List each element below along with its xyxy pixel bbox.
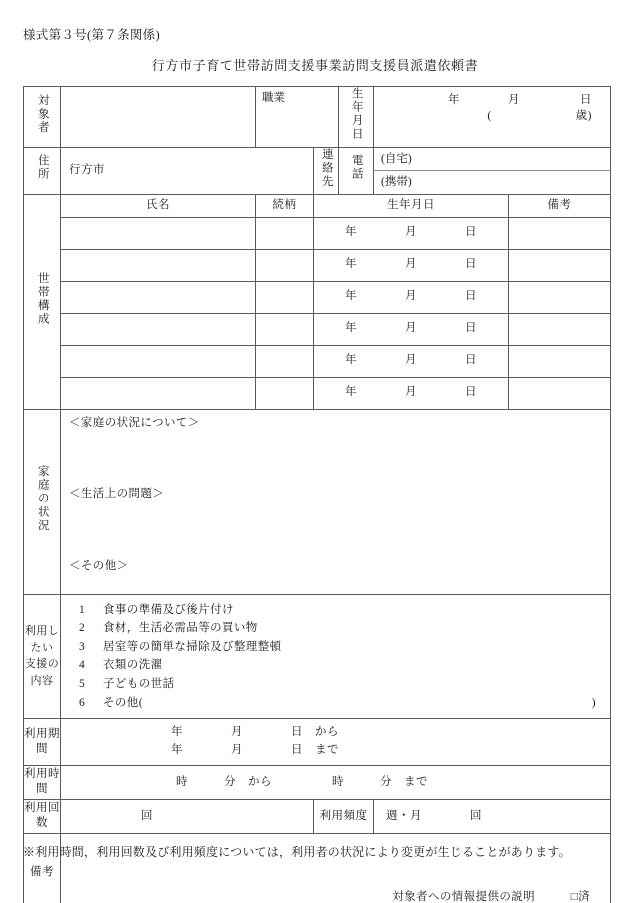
remarks-label: 備考 bbox=[24, 833, 61, 903]
service-item[interactable] bbox=[61, 601, 610, 620]
household-name-cell[interactable] bbox=[61, 313, 256, 345]
household-col-relation: 続柄 bbox=[256, 194, 314, 217]
phone-values-cell bbox=[374, 147, 611, 194]
address-label: 住所 bbox=[36, 154, 49, 182]
services-list-cell bbox=[61, 594, 611, 719]
time-value-cell[interactable] bbox=[61, 765, 611, 799]
household-remarks-cell[interactable] bbox=[509, 345, 611, 377]
household-header-row bbox=[24, 194, 611, 217]
household-name-cell[interactable] bbox=[61, 377, 256, 409]
count-row bbox=[24, 799, 611, 833]
household-remarks-cell[interactable] bbox=[509, 249, 611, 281]
situation-label-cell bbox=[24, 409, 61, 594]
home-phone-label: (自宅) bbox=[381, 153, 412, 166]
address-label-cell bbox=[24, 147, 61, 194]
document-title: 行方市子育て世帯訪問支援事業訪問支援員派遣依頼書 bbox=[151, 58, 479, 73]
household-remarks-cell[interactable] bbox=[509, 281, 611, 313]
home-phone-field[interactable] bbox=[374, 148, 610, 171]
household-relation-cell[interactable] bbox=[256, 345, 314, 377]
situation-content-cell[interactable] bbox=[61, 409, 611, 594]
services-row bbox=[24, 594, 611, 719]
household-birthdate-cell[interactable] bbox=[314, 313, 509, 345]
service-text: 食材，生活必需品等の買い物 bbox=[103, 622, 258, 635]
frequency-value: 週・月 回 bbox=[386, 809, 482, 822]
service-number: 1 bbox=[79, 603, 86, 616]
household-birthdate-cell[interactable] bbox=[314, 281, 509, 313]
occupation-cell bbox=[256, 87, 339, 148]
frequency-label: 利用頻度 bbox=[314, 799, 374, 833]
service-text: その他( bbox=[103, 696, 143, 709]
household-col-remarks: 備考 bbox=[509, 194, 611, 217]
age-value: ( 歳) bbox=[487, 109, 592, 122]
service-item-other[interactable] bbox=[61, 694, 610, 713]
household-relation-cell[interactable] bbox=[256, 249, 314, 281]
mobile-phone-field[interactable] bbox=[374, 171, 610, 193]
service-other-close-paren: ) bbox=[591, 696, 596, 709]
household-birthdate-cell[interactable] bbox=[314, 217, 509, 249]
birthdate-label: 生年月日 bbox=[350, 87, 363, 141]
form-number: 様式第３号(第７条関係) bbox=[23, 28, 160, 42]
address-value[interactable]: 行方市 bbox=[61, 147, 314, 194]
services-label-cell bbox=[24, 594, 61, 719]
service-text: 子どもの世話 bbox=[103, 678, 175, 691]
household-name-cell[interactable] bbox=[61, 345, 256, 377]
household-birthdate-cell[interactable] bbox=[314, 377, 509, 409]
household-row bbox=[24, 313, 611, 345]
situation-item-problems: ＜生活上の問題＞ bbox=[69, 488, 165, 501]
household-birthdate-cell[interactable] bbox=[314, 249, 509, 281]
household-birthdate-placeholder: 年 月 日 bbox=[345, 290, 477, 303]
service-number: 5 bbox=[79, 678, 86, 691]
household-relation-cell[interactable] bbox=[256, 217, 314, 249]
contact-label: 連絡先 bbox=[320, 147, 333, 189]
household-name-cell[interactable] bbox=[61, 249, 256, 281]
mobile-phone-label: (携帯) bbox=[381, 176, 412, 189]
phone-label: 電話 bbox=[350, 154, 363, 182]
situation-label: 家庭の状況 bbox=[36, 465, 49, 533]
frequency-value-cell[interactable] bbox=[374, 799, 611, 833]
household-row bbox=[24, 377, 611, 409]
count-label: 利用回数 bbox=[24, 799, 61, 833]
household-remarks-cell[interactable] bbox=[509, 313, 611, 345]
period-label: 利用期間 bbox=[24, 719, 61, 766]
situation-write-area-family[interactable] bbox=[69, 431, 610, 487]
service-item[interactable] bbox=[61, 638, 610, 657]
birthdate-label-cell bbox=[339, 87, 374, 148]
household-birthdate-placeholder: 年 月 日 bbox=[345, 354, 477, 367]
household-name-cell[interactable] bbox=[61, 281, 256, 313]
household-birthdate-cell[interactable] bbox=[314, 345, 509, 377]
period-from: 年 月 日 から bbox=[171, 726, 339, 739]
services-label-line2: 支援の内容 bbox=[24, 658, 60, 687]
household-remarks-cell[interactable] bbox=[509, 377, 611, 409]
count-value-cell[interactable] bbox=[61, 799, 314, 833]
services-label-line1: 利用したい bbox=[24, 625, 60, 654]
subject-label: 対象者 bbox=[36, 93, 49, 135]
service-number: 4 bbox=[79, 659, 86, 672]
household-row bbox=[24, 345, 611, 377]
household-label-cell bbox=[24, 194, 61, 409]
service-number: 3 bbox=[79, 640, 86, 653]
situation-write-area-problems[interactable] bbox=[69, 503, 610, 559]
situation-item-family: ＜家庭の状況について＞ bbox=[69, 416, 200, 429]
situation-item-other: ＜その他＞ bbox=[69, 559, 129, 572]
period-row bbox=[24, 719, 611, 766]
service-number: 6 bbox=[79, 696, 86, 709]
time-label: 利用時間 bbox=[24, 765, 61, 799]
address-row bbox=[24, 147, 611, 194]
household-col-birthdate: 生年月日 bbox=[314, 194, 509, 217]
subject-name-field[interactable] bbox=[61, 87, 256, 148]
time-row bbox=[24, 765, 611, 799]
footnote: ※利用時間，利用回数及び利用頻度については，利用者の状況により変更が生じることがあります。 bbox=[23, 845, 571, 859]
request-form-table bbox=[23, 86, 611, 903]
household-relation-cell[interactable] bbox=[256, 313, 314, 345]
household-relation-cell[interactable] bbox=[256, 281, 314, 313]
time-value: 時 分 から 時 分 まで bbox=[176, 775, 428, 788]
service-item[interactable] bbox=[61, 656, 610, 675]
household-row bbox=[24, 281, 611, 313]
household-remarks-cell[interactable] bbox=[509, 217, 611, 249]
household-col-name: 氏名 bbox=[61, 194, 256, 217]
household-name-cell[interactable] bbox=[61, 217, 256, 249]
service-text: 衣類の洗濯 bbox=[103, 659, 163, 672]
occupation-label: 職業 bbox=[262, 92, 285, 104]
contact-label-cell bbox=[314, 147, 339, 194]
phone-label-cell bbox=[339, 147, 374, 194]
household-birthdate-placeholder: 年 月 日 bbox=[345, 386, 477, 399]
service-item[interactable] bbox=[61, 675, 610, 694]
information-provision-confirmation[interactable]: 対象者への情報提供の説明 □済 bbox=[392, 891, 590, 903]
service-text: 居室等の簡単な掃除及び整理整頓 bbox=[103, 640, 282, 653]
period-value-cell[interactable] bbox=[61, 719, 611, 766]
birthdate-value: 年 月 日 bbox=[448, 94, 592, 106]
service-number: 2 bbox=[79, 622, 86, 635]
situation-row bbox=[24, 409, 611, 594]
household-row bbox=[24, 249, 611, 281]
household-label: 世帯構成 bbox=[36, 271, 49, 326]
subject-label-cell bbox=[24, 87, 61, 148]
household-birthdate-placeholder: 年 月 日 bbox=[345, 226, 477, 239]
period-to: 年 月 日 まで bbox=[171, 744, 339, 757]
service-text: 食事の準備及び後片付け bbox=[103, 603, 234, 616]
subject-row bbox=[24, 87, 611, 148]
count-value: 回 bbox=[141, 809, 153, 822]
household-birthdate-placeholder: 年 月 日 bbox=[345, 258, 477, 271]
household-relation-cell[interactable] bbox=[256, 377, 314, 409]
household-birthdate-placeholder: 年 月 日 bbox=[345, 322, 477, 335]
birthdate-value-cell[interactable] bbox=[374, 87, 611, 148]
service-item[interactable] bbox=[61, 619, 610, 638]
household-row bbox=[24, 217, 611, 249]
